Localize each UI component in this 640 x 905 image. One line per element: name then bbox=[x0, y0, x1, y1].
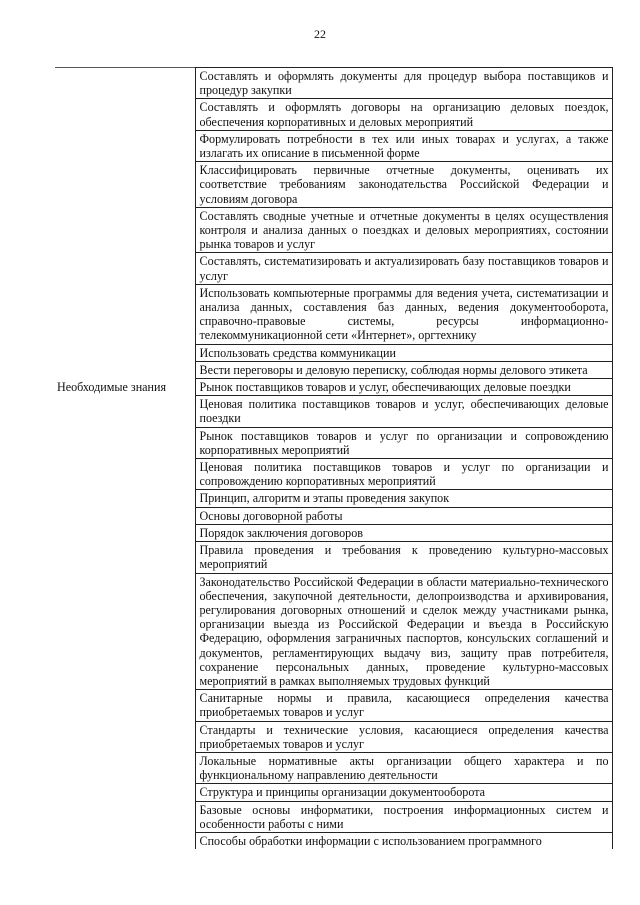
table-row bbox=[55, 573, 612, 690]
row-text: Способы обработки информации с использованием программного bbox=[195, 832, 612, 849]
table-row bbox=[55, 207, 612, 253]
row-text: Использовать средства коммуникации bbox=[195, 344, 612, 361]
row-text: Законодательство Российской Федерации в области материально-технического обеспечения, закупочной деятельности, делопроизводства и архивирования, регулирования договорных отношений и сделок между участниками рынка, организации выезда из Российской Федерации и въезда в Российскую Федерацию, оформления заграничных паспортов, консульских соглашений и документов, регламентирующих выдачу виз, защиту прав потребителя, сохранение персональных данных, проведение культурно-массовых мероприятий в рамках выполняемых трудовых функций bbox=[195, 573, 612, 690]
row-text: Ценовая политика поставщиков товаров и услуг, обеспечивающих деловые поездки bbox=[195, 396, 612, 427]
row-category bbox=[55, 524, 195, 541]
table-row bbox=[55, 284, 612, 344]
table-body bbox=[55, 68, 612, 850]
table-row bbox=[55, 130, 612, 161]
row-text: Составлять и оформлять договоры на организацию деловых поездок, обеспечения корпоративных и деловых мероприятий bbox=[195, 99, 612, 130]
row-category bbox=[55, 490, 195, 507]
row-text: Составлять, систематизировать и актуализировать базу поставщиков товаров и услуг bbox=[195, 253, 612, 284]
page-number: 22 bbox=[314, 27, 326, 41]
row-category bbox=[55, 573, 195, 690]
row-text: Рынок поставщиков товаров и услуг по организации и сопровождению корпоративных мероприятий bbox=[195, 427, 612, 458]
table-row bbox=[55, 162, 612, 208]
row-text: Локальные нормативные акты организации общего характера и по функциональному направлению деятельности bbox=[195, 752, 612, 783]
row-category: Необходимые знания bbox=[55, 379, 195, 396]
table-row bbox=[55, 427, 612, 458]
competency-table bbox=[55, 67, 613, 849]
row-text: Основы договорной работы bbox=[195, 507, 612, 524]
row-category bbox=[55, 253, 195, 284]
row-category bbox=[55, 361, 195, 378]
row-text: Базовые основы информатики, построения информационных систем и особенности работы с ними bbox=[195, 801, 612, 832]
row-text: Составлять сводные учетные и отчетные документы в целях осуществления контроля и анализа данных о поездках и деловых мероприятиях, состоянии рынка товаров и услуг bbox=[195, 207, 612, 253]
table-row bbox=[55, 690, 612, 721]
row-category bbox=[55, 284, 195, 344]
table-row bbox=[55, 524, 612, 541]
table-row bbox=[55, 344, 612, 361]
row-text: Классифицировать первичные отчетные документы, оценивать их соответствие требованиям законодательства Российской Федерации и условиям договора bbox=[195, 162, 612, 208]
row-text: Порядок заключения договоров bbox=[195, 524, 612, 541]
table-row bbox=[55, 832, 612, 849]
row-category bbox=[55, 690, 195, 721]
row-text: Правила проведения и требования к проведению культурно-массовых мероприятий bbox=[195, 542, 612, 573]
row-text: Структура и принципы организации документооборота bbox=[195, 784, 612, 801]
row-text: Использовать компьютерные программы для ведения учета, систематизации и анализа данных, составления баз данных, ведения документооборота, справочно-правовые системы, ресурсы информационно-телекоммуникационной сети «Интернет», оргтехнику bbox=[195, 284, 612, 344]
table-row bbox=[55, 507, 612, 524]
row-text: Рынок поставщиков товаров и услуг, обеспечивающих деловые поездки bbox=[195, 379, 612, 396]
table-row bbox=[55, 396, 612, 427]
table-row bbox=[55, 361, 612, 378]
row-text: Ценовая политика поставщиков товаров и услуг по организации и сопровождению корпоративных мероприятий bbox=[195, 459, 612, 490]
table-row bbox=[55, 68, 612, 99]
table-row bbox=[55, 379, 612, 396]
table-row bbox=[55, 490, 612, 507]
row-category bbox=[55, 99, 195, 130]
table-row bbox=[55, 459, 612, 490]
table-row bbox=[55, 784, 612, 801]
row-category bbox=[55, 68, 195, 99]
row-text: Составлять и оформлять документы для процедур выбора поставщиков и процедур закупки bbox=[195, 68, 612, 99]
row-category bbox=[55, 542, 195, 573]
table-row bbox=[55, 721, 612, 752]
row-text: Вести переговоры и деловую переписку, соблюдая нормы делового этикета bbox=[195, 361, 612, 378]
row-text: Санитарные нормы и правила, касающиеся определения качества приобретаемых товаров и услуг bbox=[195, 690, 612, 721]
table-row bbox=[55, 542, 612, 573]
row-category bbox=[55, 130, 195, 161]
row-text: Принцип, алгоритм и этапы проведения закупок bbox=[195, 490, 612, 507]
row-category bbox=[55, 507, 195, 524]
row-category bbox=[55, 396, 195, 427]
row-text: Стандарты и технические условия, касающиеся определения качества приобретаемых товаров и услуг bbox=[195, 721, 612, 752]
row-category bbox=[55, 721, 195, 752]
row-category bbox=[55, 162, 195, 208]
row-category bbox=[55, 832, 195, 849]
row-category bbox=[55, 207, 195, 253]
row-category bbox=[55, 752, 195, 783]
table-row bbox=[55, 253, 612, 284]
row-category bbox=[55, 801, 195, 832]
table-row bbox=[55, 801, 612, 832]
row-category bbox=[55, 459, 195, 490]
row-category bbox=[55, 784, 195, 801]
row-text: Формулировать потребности в тех или иных товарах и услугах, а также излагать их описание в письменной форме bbox=[195, 130, 612, 161]
row-category bbox=[55, 427, 195, 458]
row-category bbox=[55, 344, 195, 361]
table-row bbox=[55, 99, 612, 130]
table-row bbox=[55, 752, 612, 783]
